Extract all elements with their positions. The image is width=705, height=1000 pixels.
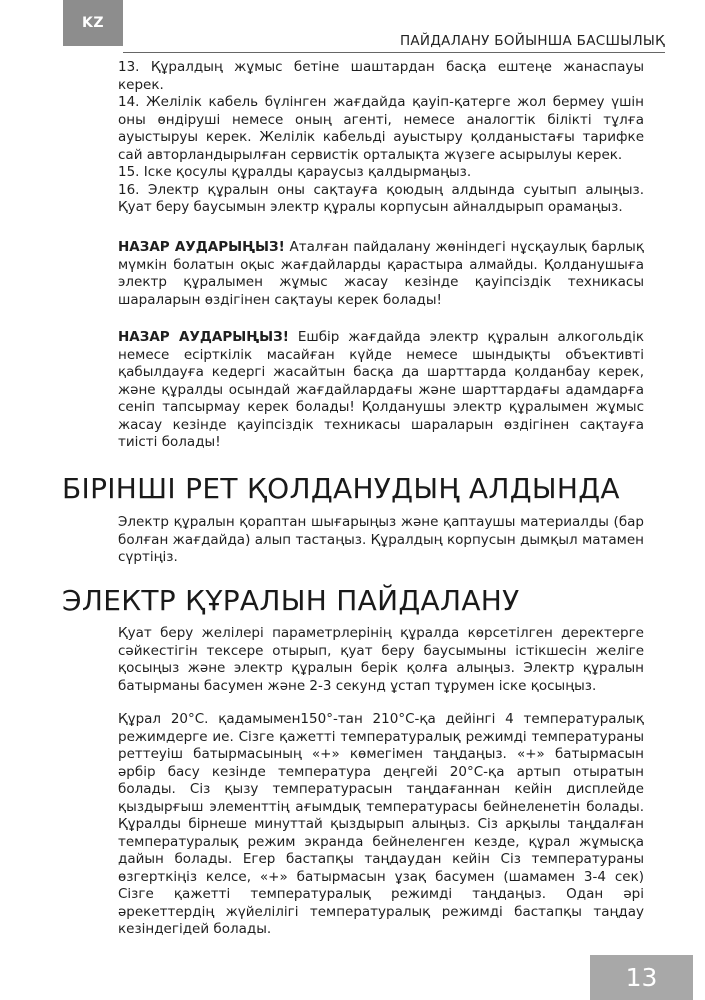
safety-item: 14. Желілік кабель бүлінген жағдайда қауіп-қатерге жол бермеу үшін оны өндіруші немесе оның агенті, немесе аналогтік білікті тұлға ауыстыруы керек. Желілік кабельді ауыстыру қолданыстағы тарифке сай авторландырылған сервистік орталықта жүзеге асырылуы керек.	[118, 94, 644, 163]
header-rule	[123, 52, 665, 53]
safety-item: 13. Құралдың жұмыс бетіне шаштардан басқа ештеңе жанаспауы керек.	[118, 59, 644, 93]
usage-paragraph: Қуат беру желілері параметрлерінің құралда көрсетілген деректерге сәйкестігін тексере отырып, қуат беру баусымыны істікшесін желіге қосыңыз және электр құралын берік қолға алыңыз. Электр құралын батырманы басумен және 2-3 секунд ұстап тұрумен іске қосыңыз.	[118, 625, 644, 694]
running-header: ПАЙДАЛАНУ БОЙЫНША БАСШЫЛЫҚ	[399, 33, 665, 49]
first-use-paragraph: Электр құралын қораптан шығарыңыз және қаптаушы материалды (бар болған жағдайда) алып тастаңыз. Құралдың корпусын дымқыл матамен сүртіңіз.	[118, 514, 644, 565]
section-title-first-use: БІРІНШІ РЕТ ҚОЛДАНУДЫҢ АЛДЫНДА	[62, 472, 620, 505]
safety-item: 15. Іске қосулы құралды қараусыз қалдырмаңыз.	[118, 164, 472, 180]
section-title-usage: ЭЛЕКТР ҚҰРАЛЫН ПАЙДАЛАНУ	[62, 584, 520, 617]
warning-paragraph	[118, 329, 644, 452]
warning-paragraph	[118, 239, 644, 309]
warning-label: НАЗАР АУДАРЫҢЫЗ!	[118, 239, 285, 255]
language-tab: KZ	[63, 0, 123, 46]
usage-paragraph: Құрал 20°С. қадамымен150°-тан 210°С-қа дейінгі 4 температуралық режимдерге ие. Сізге қажетті температуралық режимді температураны реттеуіш батырмасының «+» көмегімен таңдаңыз. «+» батырмасын әрбір басу кезінде температура деңгейі 20°С-қа артып отыратын болады. Сіз қызу температурасын таңдағаннан кейін дисплейде қыздырғыш элементтің ағымдық температурасы бейнеленетін болады. Құралды бірнеше минуттай қыздырып алыңыз. Сіз арқылы таңдалған температуралық режим экранда бейнеленген кезде, құрал жұмысқа дайын болады. Егер бастапқы таңдаудан кейін Сіз температураны өзгерткіңіз келсе, «+» батырмасын ұзақ басумен (шамамен 3-4 сек) Сізге қажетті температуралық режимді таңдаңыз. Одан әрі әрекеттердің жүйелілігі температуралық режимді бастапқы таңдау кезіндегідей болады.	[118, 711, 644, 937]
warning-text: Аталған пайдалану жөніндегі нұсқаулық барлық мүмкін болатын оқыс жағдайларды қарастыра алмайды. Қолданушыға электр құралымен жұмыс жасау кезінде қауіпсіздік техникасы шараларын өздігінен сақтауы керек болады!	[118, 239, 644, 308]
safety-item: 16. Электр құралын оны сақтауға қоюдың алдында суытып алыңыз. Қуат беру баусымын электр құралы корпусын айналдырып орамаңыз.	[118, 181, 644, 215]
page-number: 13	[590, 955, 693, 1000]
warning-text: Ешбір жағдайда электр құралын алкогольдік немесе есірткілік масайған күйде немесе шындықты объективті қабылдауға кедергі жасайтын басқа да шарттарда қолданбау керек, және құралды осындай жағдайлардағы және шарттардағы адамдарға сеніп тапсырмау керек болады! Қолданушы электр құралымен жұмыс жасау кезінде қауіпсіздік техникасы шараларын өздігінен сақтауға тиісті болады!	[118, 329, 645, 450]
warning-label: НАЗАР АУДАРЫҢЫЗ!	[118, 329, 289, 345]
safety-list	[118, 59, 644, 217]
